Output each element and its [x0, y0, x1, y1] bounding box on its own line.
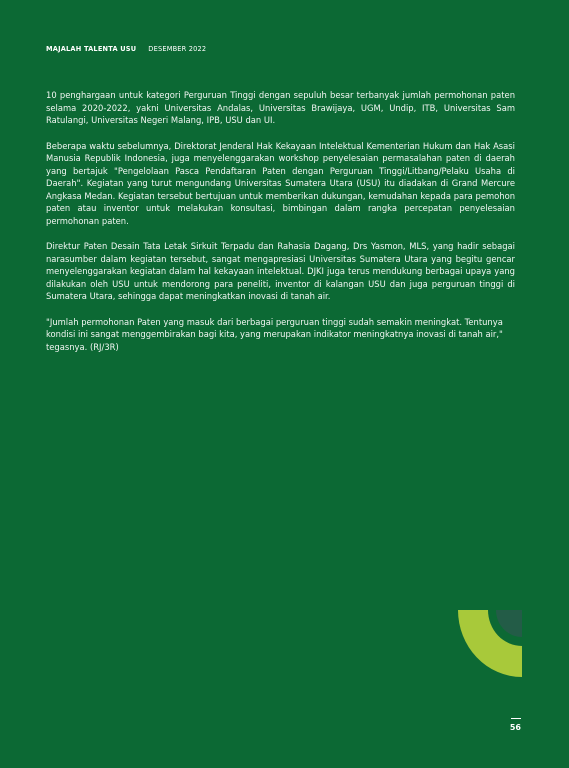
page-number — [510, 718, 521, 732]
article-body — [46, 89, 515, 366]
article-paragraph-4: "Jumlah permohonan Paten yang masuk dari berbagai perguruan tinggi sudah semakin meningkat. Tentunya kondisi ini sangat menggembirakan bagi kita, yang merupakan indikator meningkatnya inovasi di tanah air," tegasnya. (RJ/3R) — [46, 316, 503, 352]
article-paragraph-2: Beberapa waktu sebelumnya, Direktorat Jenderal Hak Kekayaan Intelektual Kementerian Hukum dan Hak Asasi Manusia Republik Indonesia, juga menyelenggarakan workshop penyelesaian permasalahan paten di daerah yang bertajuk "Pengelolaan Pasca Pendaftaran Paten dengan Perguruan Tinggi/Litbang/Pelaku Usaha di Daerah". Kegiatan yang turut mengundang Universitas Sumatera Utara (USU) itu diadakan di Grand Mercure Angkasa Medan. Kegiatan tersebut bertujuan untuk memberikan dukungan, kemudahan kepada para pemohon paten atau inventor untuk melakukan konsultasi, bimbingan dalam rangka percepatan penyelesaian permohonan paten. — [46, 140, 515, 226]
page-number-dash — [511, 718, 521, 719]
article-paragraph-1: 10 penghargaan untuk kategori Perguruan Tinggi dengan sepuluh besar terbanyak jumlah permohonan paten selama 2020-2022, yakni Universitas Andalas, Universitas Brawijaya, UGM, Undip, ITB, Universitas Sam Ratulangi, Universitas Negeri Malang, IPB, USU dan UI. — [46, 90, 515, 125]
decorative-arc-graphic — [458, 610, 522, 677]
issue-date: DESEMBER 2022 — [148, 45, 207, 53]
page-number-value: 56 — [509, 723, 521, 732]
magazine-name: MAJALAH TALENTA USU — [46, 45, 137, 53]
article-paragraph-3: Direktur Paten Desain Tata Letak Sirkuit Terpadu dan Rahasia Dagang, Drs Yasmon, MLS, yang hadir sebagai narasumber dalam kegiatan tersebut, sangat mengapresiasi Universitas Sumatera Utara yang begitu gencar menyelenggarakan kegiatan dalam hal kekayaan intelektual. DJKI juga terus mendukung berbagai upaya yang dilakukan oleh USU untuk mendorong para peneliti, inventor di kalangan USU dan juga perguruan tinggi di Sumatera Utara, sehingga dapat meningkatkan inovasi di tanah air. — [46, 241, 515, 301]
page-header — [46, 45, 206, 53]
